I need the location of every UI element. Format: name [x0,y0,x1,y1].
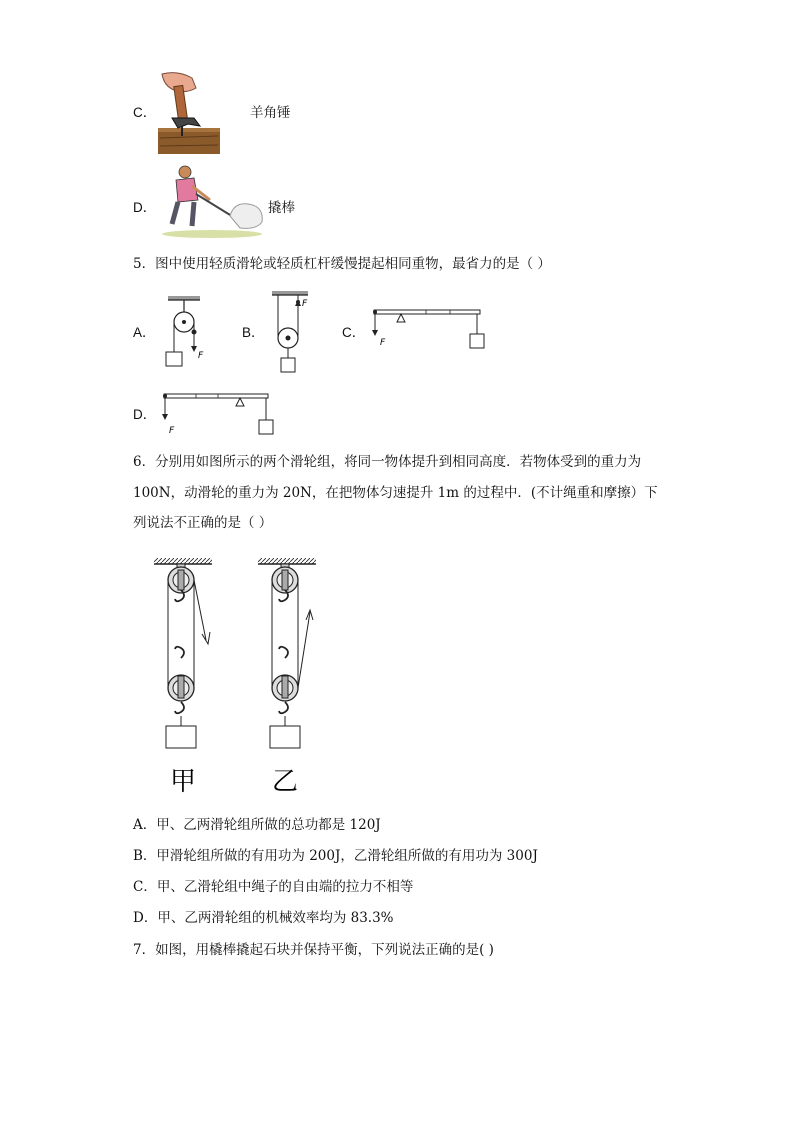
force-label-c: F [380,338,386,348]
pulley-system-jia [154,558,212,748]
force-label-a: F [198,351,204,361]
option-c-caption: 羊角锤 [250,105,291,121]
label-jia: 甲 [170,767,197,797]
lever-c-diagram [366,306,490,354]
movable-pulley-diagram [268,288,318,374]
option-c-letter: C． [133,105,157,120]
crowbar-image [152,164,268,242]
q6-stem-line2: 100N，动滑轮的重力为 20N，在把物体匀速提升 1m 的过程中．(不计绳重和摩擦）下 [133,485,658,501]
label-yi: 乙 [272,767,299,797]
option-d-caption: 撬棒 [268,200,295,216]
fixed-pulley-diagram [160,292,216,368]
option-d-letter: D． [133,200,157,215]
pulley-systems-figure [150,550,330,800]
q5-option-d-letter: D． [133,407,157,422]
q5-stem: 5．图中使用轻质滑轮或轻质杠杆缓慢提起相同重物，最省力的是（ ） [133,256,551,272]
q6-stem-line3: 列说法不正确的是（ ） [133,515,273,531]
q6-choice-d: D．甲、乙两滑轮组的机械效率均为 83.3% [133,910,394,926]
q5-option-a-letter: A． [133,325,156,340]
force-label-b: F [302,299,308,309]
lever-d-diagram [156,390,276,440]
q6-choice-c: C．甲、乙滑轮组中绳子的自由端的拉力不相等 [133,879,414,895]
claw-hammer-image [156,72,222,156]
pulley-system-yi [258,558,316,748]
q5-option-c-letter: C． [342,325,366,340]
q6-choice-b: B．甲滑轮组所做的有用功为 200J，乙滑轮组所做的有用功为 300J [133,848,538,864]
q5-option-b-letter: B． [242,325,265,340]
q6-stem-line1: 6．分别用如图所示的两个滑轮组，将同一物体提升到相同高度．若物体受到的重力为 [133,454,642,470]
q7-stem: 7．如图，用橇棒撬起石块并保持平衡，下列说法正确的是( ) [133,942,494,958]
force-label-d: F [169,426,175,436]
q6-choice-a: A．甲、乙两滑轮组所做的总功都是 120J [133,817,381,833]
